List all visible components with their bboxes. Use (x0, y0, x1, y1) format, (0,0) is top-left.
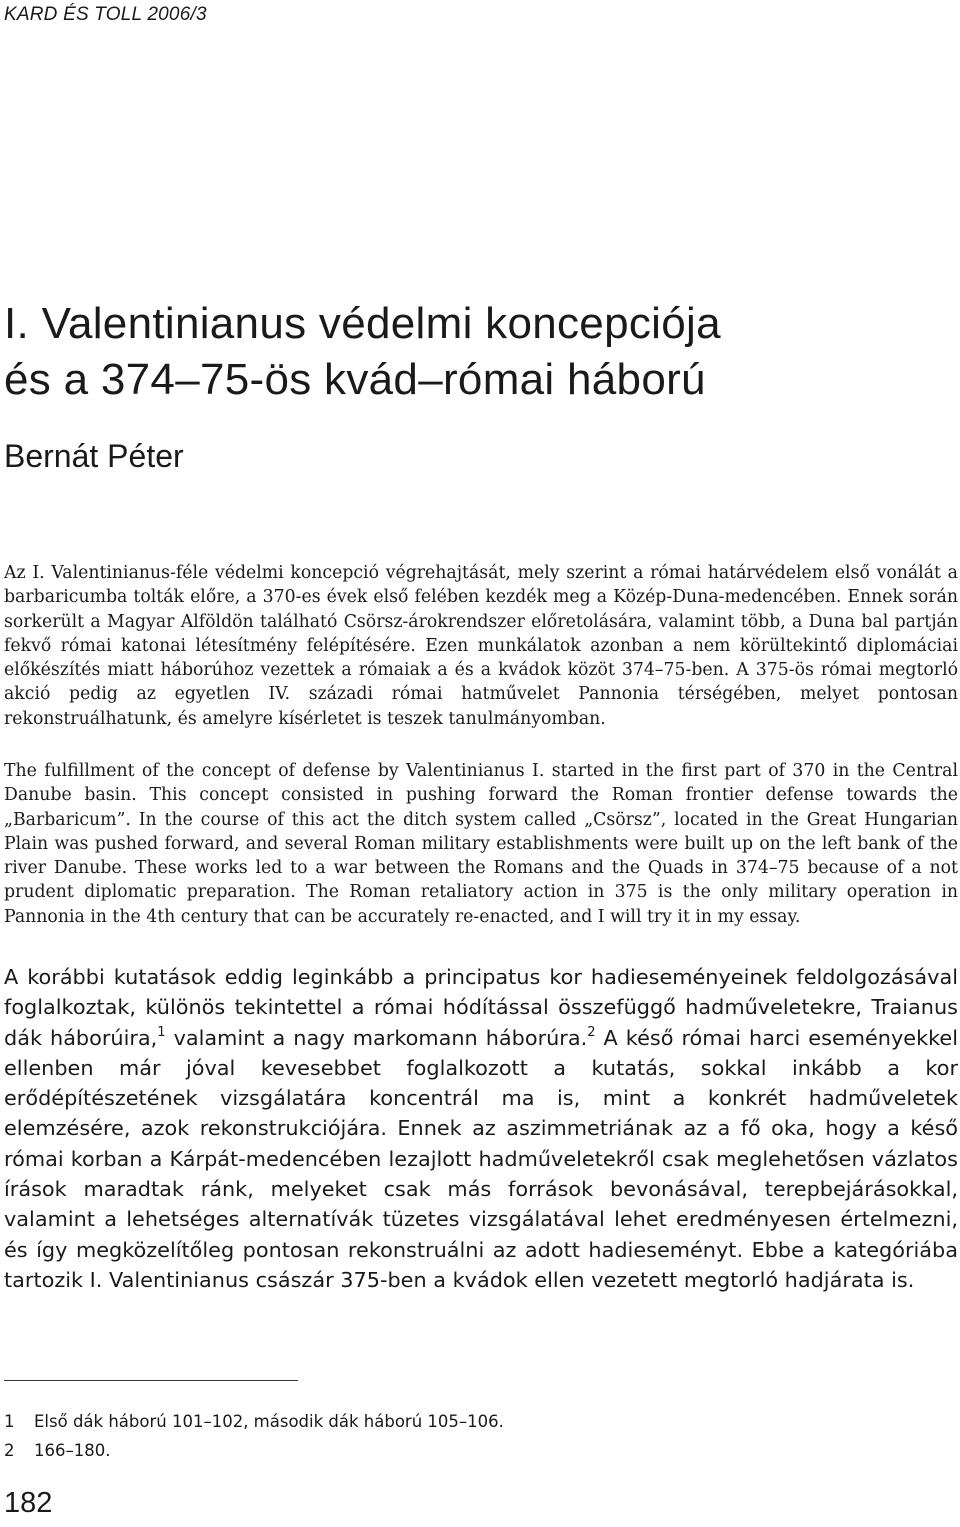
body-text-part-3: A késő római harci eseményekkel ellenben már jóval kevesebbet foglalkozott a kutatás, sokkal inkább a kor erődépítészetének vizsgálatára koncentrál ma is, mint a konkrét hadműveletek elemzésére, azok rekonstrukciójára. Ennek az aszimmetriának az a fő oka, hogy a késő római korban a Kárpát-medencében lezajlott hadműveletekről csak meglehetősen vázlatos írások maradtak ránk, melyeket csak más források bevonásával, terepbejárásokkal, valamint a lehetséges alternatívák tüzetes vizsgálatával lehet eredményesen értelmezni, és így megközelítőleg pontosan rekonstruálni az adott hadieseményt. Ebbe a kategóriába tartozik I. Valentinianus császár 375-ben a kvádok ellen vezetett megtorló hadjárata is. (4, 1025, 958, 1292)
body-text-part-2: valamint a nagy markomann háborúra. (165, 1025, 588, 1050)
footnote-divider (4, 1380, 298, 1381)
page-number: 182 (4, 1487, 53, 1519)
footnote-1-text: Első dák háború 101–102, második dák háború 105–106. (34, 1412, 504, 1431)
article-title-line-1: I. Valentinianus védelmi koncepciója (4, 299, 721, 348)
footnote-2 (4, 1440, 110, 1462)
footnote-ref-2: 2 (587, 1024, 596, 1040)
footnote-2-number: 2 (4, 1441, 15, 1460)
journal-header: KARD ÉS TOLL 2006/3 (4, 4, 207, 25)
body-text-part-1: A korábbi kutatások eddig leginkább a principatus kor hadieseményeinek feldolgozásával foglalkoztak, különös tekintettel a római hódítással összefüggő hadműveletekre, Traianus dák háborúira, (4, 965, 958, 1050)
footnote-2-text: 166–180. (34, 1441, 111, 1460)
body-paragraph (4, 962, 958, 1295)
footnote-ref-1: 1 (157, 1024, 166, 1040)
abstract-english: The fulfillment of the concept of defense by Valentinianus I. started in the first part of 370 in the Central Danube basin. This concept consisted in pushing forward the Roman frontier defense towards the „Barbaricum”. In the course of this act the ditch system called „Csörsz”, located in the Great Hungarian Plain was pushed forward, and several Roman military establishments were built up on the left bank of the river Danube. These works led to a war between the Romans and the Quads in 374–75 because of a not prudent diplomatic preparation. The Roman retaliatory action in 375 is the only military operation in Pannonia in the 4th century that can be accurately re-enacted, and I will try it in my essay. (4, 761, 958, 927)
abstract-hungarian: Az I. Valentinianus-féle védelmi koncepció végrehajtását, mely szerint a római határvédelem első vonálát a barbaricumba tolták előre, a 370-es évek első felében kezdék meg a Közép-Duna-medencében. Ennek során sorkerült a Magyar Alföldön található Csörsz-árokrendszer előretolására, valamint több, a Duna bal partján fekvő római katonai létesítmény felépítésére. Ezen munkálatok azonban a nem körültekintő diplomáciai előkészítés miatt háborúhoz vezettek a rómaiak a és a kvádok közöt 374–75-ben. A 375-ös római megtorló akció pedig az egyetlen IV. századi római hatművelet Pannonia térségében, melyet pontosan rekonstruálhatunk, és amelyre kísérletet is teszek tanulmányomban. (4, 563, 958, 729)
article-title-line-2: és a 374–75-ös kvád–római háború (4, 355, 706, 404)
article-title (4, 296, 954, 408)
footnote-1-number: 1 (4, 1412, 15, 1431)
article-author: Bernát Péter (4, 438, 184, 474)
footnote-1 (4, 1411, 504, 1433)
